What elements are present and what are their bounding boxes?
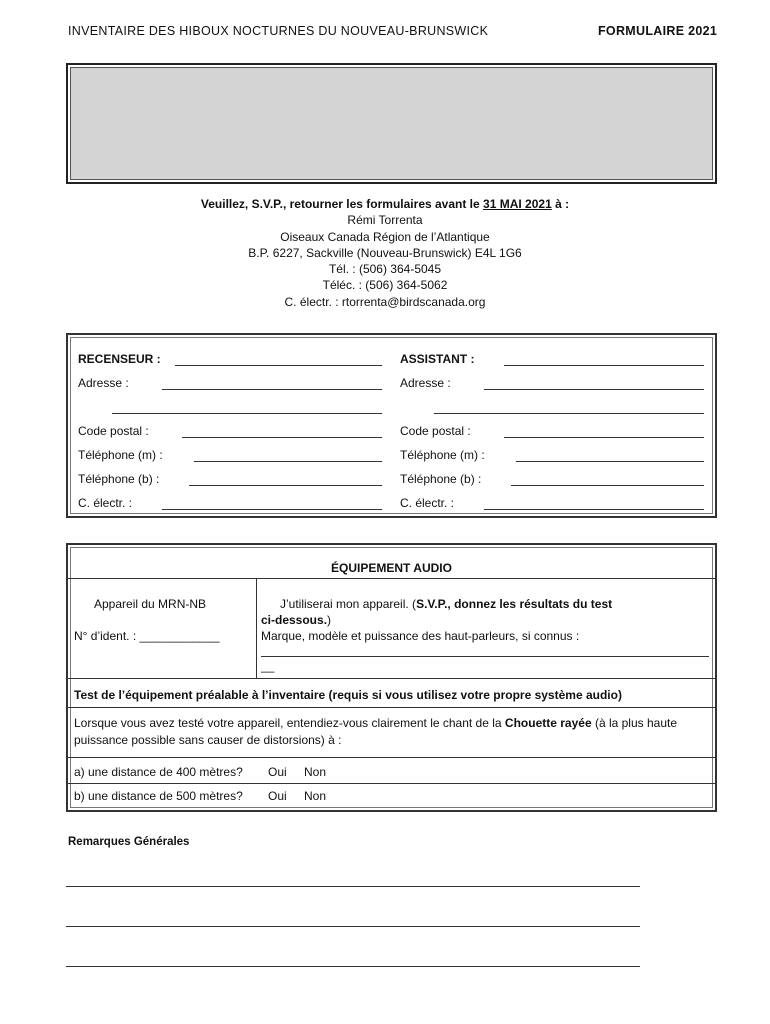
assistant-label: ASSISTANT :	[400, 352, 475, 366]
recenseur-label: RECENSEUR :	[78, 352, 161, 366]
return-deadline-line: Veuillez, S.V.P., retourner les formulaires avant le 31 MAI 2021 à :	[200, 197, 570, 211]
divider	[68, 678, 715, 679]
assistant-postal-field[interactable]	[504, 437, 704, 438]
contact-email: C. électr. : rtorrenta@birdscanada.org	[284, 294, 486, 309]
assistant-email-field[interactable]	[484, 509, 704, 510]
speaker-info-field[interactable]	[261, 656, 709, 657]
recenseur-phone-m-field[interactable]	[194, 461, 382, 462]
form-title: INVENTAIRE DES HIBOUX NOCTURNES DU NOUVEAU-BRUNSWICK	[68, 24, 489, 38]
distance-400-label: a) une distance de 400 mètres?	[74, 765, 243, 779]
audio-title: ÉQUIPEMENT AUDIO	[331, 561, 452, 575]
recenseur-postal-label: Code postal :	[78, 424, 149, 438]
assistant-phone-b-label: Téléphone (b) :	[400, 472, 482, 486]
contact-name: Rémi Torrenta	[347, 213, 423, 228]
remarks-line-1[interactable]	[66, 886, 640, 887]
own-device-option[interactable]: J’utiliserai mon appareil. (S.V.P., donnez les résultats du test	[280, 597, 613, 611]
assistant-phone-m-field[interactable]	[516, 461, 704, 462]
distance-400-oui[interactable]: Oui	[268, 765, 287, 779]
recenseur-phone-b-field[interactable]	[189, 485, 382, 486]
assistant-address-field[interactable]	[484, 389, 704, 390]
contact-org: Oiseaux Canada Région de l’Atlantique	[280, 229, 490, 244]
observer-info-box	[66, 333, 717, 518]
remarks-line-3[interactable]	[66, 966, 640, 967]
assistant-phone-b-field[interactable]	[511, 485, 704, 486]
divider	[68, 757, 715, 758]
test-heading: Test de l’équipement préalable à l’inventaire (requis si vous utilisez votre propre système audio)	[74, 688, 622, 702]
distance-500-non[interactable]: Non	[304, 789, 327, 803]
recenseur-phone-m-label: Téléphone (m) :	[78, 448, 163, 462]
gray-header-box	[66, 63, 717, 184]
speaker-info-field-end: __	[261, 659, 275, 673]
recenseur-address-label: Adresse :	[78, 376, 129, 390]
device-id-field[interactable]: N° d’ident. : ____________	[74, 629, 220, 643]
recenseur-email-label: C. électr. :	[78, 496, 133, 510]
divider	[68, 707, 715, 708]
remarks-line-2[interactable]	[66, 926, 640, 927]
deadline: 31 MAI 2021	[483, 197, 552, 211]
test-question: Lorsque vous avez testé votre appareil, entendiez-vous clairement le chant de la Chouette rayée (à la plus haute puissance possible sans causer de distorsions) à :	[74, 716, 678, 747]
assistant-postal-label: Code postal :	[400, 424, 471, 438]
divider	[68, 783, 715, 784]
divider	[68, 578, 715, 579]
assistant-phone-m-label: Téléphone (m) :	[400, 448, 485, 462]
contact-address: B.P. 6227, Sackville (Nouveau-Brunswick) E4L 1G6	[248, 245, 522, 260]
assistant-address-field-2[interactable]	[434, 413, 704, 414]
mrn-device-option[interactable]: Appareil du MRN-NB	[94, 597, 207, 611]
assistant-email-label: C. électr. :	[400, 496, 455, 510]
distance-400-non[interactable]: Non	[304, 765, 327, 779]
own-device-option-cont: ci-dessous.)	[261, 613, 332, 627]
recenseur-address-field-2[interactable]	[112, 413, 382, 414]
remarks-heading: Remarques Générales	[68, 836, 190, 848]
species-name: Chouette rayée	[504, 716, 592, 730]
form-year: FORMULAIRE 2021	[598, 24, 718, 38]
assistant-name-field[interactable]	[504, 365, 704, 366]
recenseur-address-field[interactable]	[162, 389, 382, 390]
contact-tel: Tél. : (506) 364-5045	[328, 262, 442, 277]
audio-equipment-box	[66, 543, 717, 812]
distance-500-label: b) une distance de 500 mètres?	[74, 789, 243, 803]
speaker-info-label: Marque, modèle et puissance des haut-parleurs, si connus :	[261, 629, 580, 643]
recenseur-name-field[interactable]	[175, 365, 382, 366]
column-divider	[256, 578, 257, 678]
recenseur-email-field[interactable]	[162, 509, 382, 510]
recenseur-postal-field[interactable]	[182, 437, 382, 438]
assistant-address-label: Adresse :	[400, 376, 451, 390]
return-instructions	[0, 196, 770, 310]
recenseur-phone-b-label: Téléphone (b) :	[78, 472, 160, 486]
contact-fax: Téléc. : (506) 364-5062	[322, 278, 448, 293]
distance-500-oui[interactable]: Oui	[268, 789, 287, 803]
